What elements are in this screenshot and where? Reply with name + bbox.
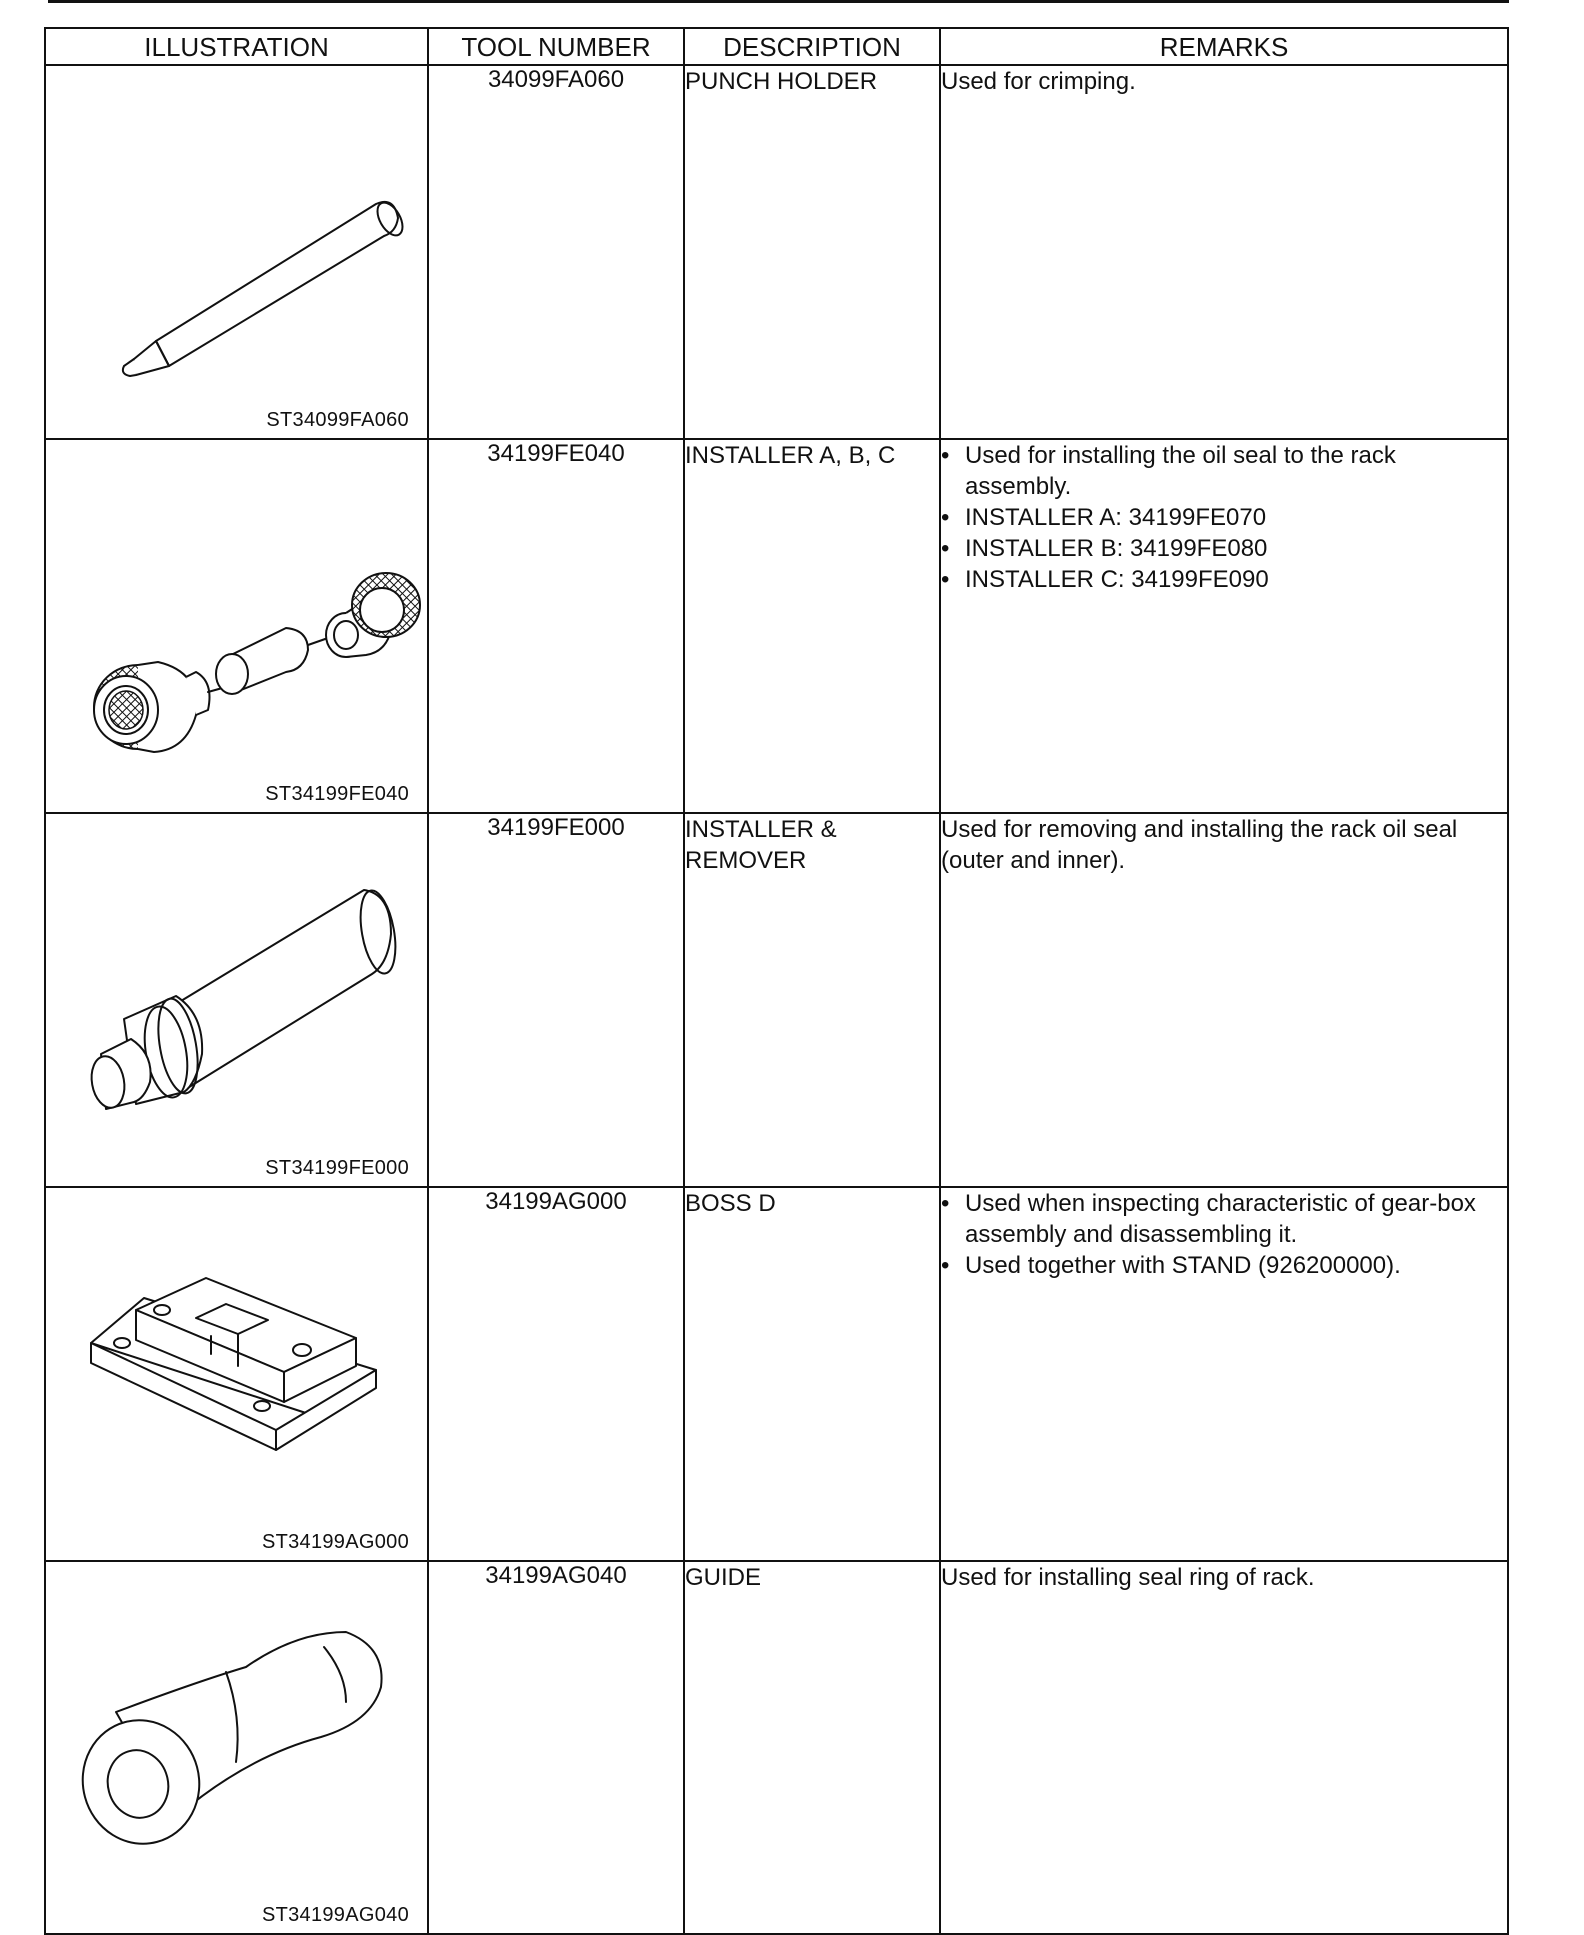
remark-bullet: • Used together with STAND (926200000). <box>941 1252 1401 1279</box>
illustration-cell <box>45 813 428 1187</box>
punch-holder-illustration <box>46 66 429 438</box>
bullet-icon: • <box>941 535 950 562</box>
tool-description: INSTALLER & REMOVER <box>684 813 940 1187</box>
installer-abc-illustration <box>46 440 429 812</box>
remark-bullet: • INSTALLER A: 34199FE070 <box>941 504 1267 531</box>
remark-text: Used for crimping. <box>941 68 1136 95</box>
tool-remarks <box>940 813 1508 1187</box>
header-tool-number: TOOL NUMBER <box>428 28 684 65</box>
tool-number: 34199AG040 <box>428 1561 684 1934</box>
header-illustration: ILLUSTRATION <box>45 28 428 65</box>
illustration-cell <box>45 439 428 813</box>
bullet-icon: • <box>941 1252 950 1279</box>
remark-bullet: • Used for installing the oil seal to the rack assembly. <box>941 442 1396 500</box>
bullet-icon: • <box>941 566 950 593</box>
guide-illustration <box>46 1562 429 1934</box>
bullet-icon: • <box>941 442 950 469</box>
bullet-icon: • <box>941 504 950 531</box>
table-row <box>45 1561 1508 1934</box>
illustration-cell <box>45 1187 428 1561</box>
remark-text: Used for removing and installing the rack oil seal (outer and inner). <box>941 816 1458 874</box>
tool-number: 34199FE040 <box>428 439 684 813</box>
table-row <box>45 1187 1508 1561</box>
illustration-caption: ST34199AG040 <box>261 1904 409 1926</box>
remark-bullet: • Used when inspecting characteristic of gear-box assembly and disassembling it. <box>941 1190 1476 1248</box>
tool-number: 34199FE000 <box>428 813 684 1187</box>
remark-bullet: • INSTALLER B: 34199FE080 <box>941 535 1268 562</box>
illustration-caption: ST34199AG000 <box>261 1531 409 1553</box>
special-tools-table <box>44 27 1509 1935</box>
illustration-caption: ST34199FE040 <box>265 783 409 805</box>
boss-d-illustration <box>46 1188 429 1560</box>
tool-description: PUNCH HOLDER <box>684 65 940 439</box>
installer-remover-illustration <box>46 814 429 1186</box>
illustration-caption: ST34099FA060 <box>266 409 409 431</box>
table-row <box>45 65 1508 439</box>
tool-description: INSTALLER A, B, C <box>684 439 940 813</box>
tool-remarks <box>940 1187 1508 1561</box>
tool-description: BOSS D <box>684 1187 940 1561</box>
bullet-icon: • <box>941 1190 950 1217</box>
table-row <box>45 813 1508 1187</box>
header-description: DESCRIPTION <box>684 28 940 65</box>
header-remarks: REMARKS <box>940 28 1508 65</box>
top-rule <box>48 0 1509 3</box>
illustration-caption: ST34199FE000 <box>265 1157 409 1179</box>
tool-number: 34099FA060 <box>428 65 684 439</box>
remark-bullet: • INSTALLER C: 34199FE090 <box>941 566 1269 593</box>
tool-remarks <box>940 1561 1508 1934</box>
illustration-cell <box>45 65 428 439</box>
remark-text: Used for installing seal ring of rack. <box>941 1564 1315 1591</box>
tool-remarks <box>940 65 1508 439</box>
header-row <box>45 28 1508 65</box>
tool-number: 34199AG000 <box>428 1187 684 1561</box>
illustration-cell <box>45 1561 428 1934</box>
tool-description: GUIDE <box>684 1561 940 1934</box>
table-row <box>45 439 1508 813</box>
tool-remarks <box>940 439 1508 813</box>
